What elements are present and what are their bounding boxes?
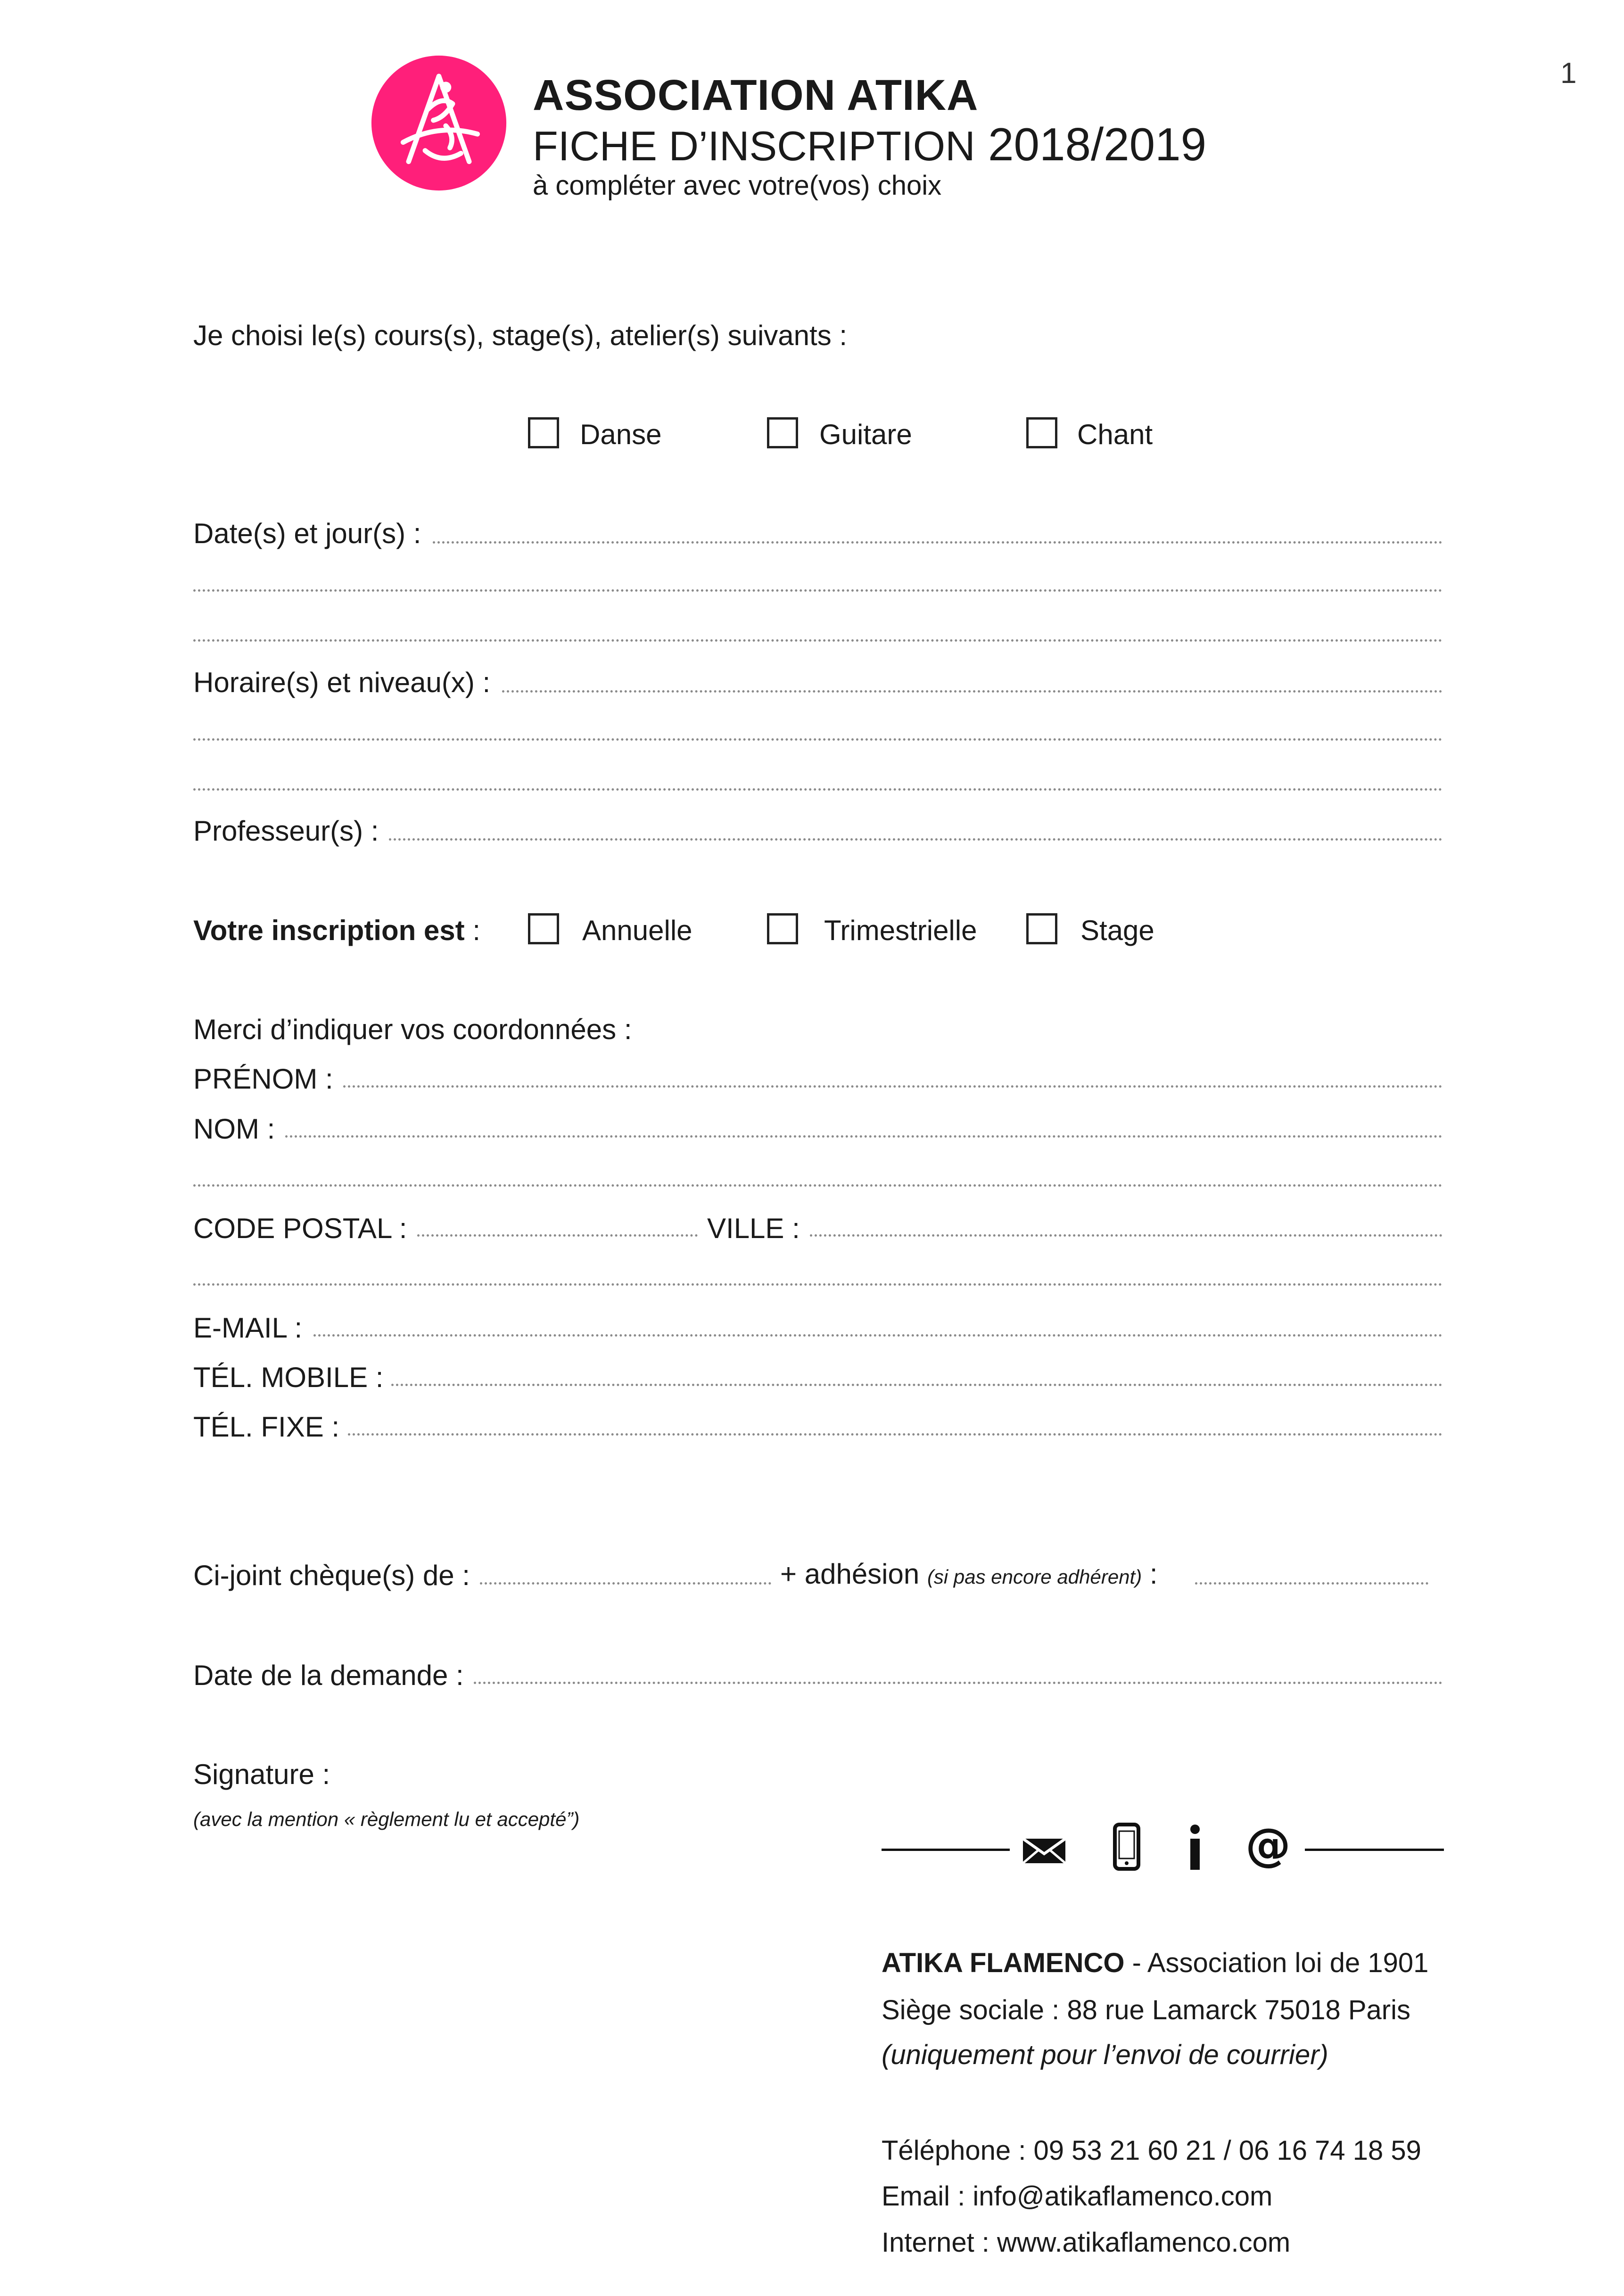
page-number: 1	[1560, 57, 1577, 90]
dates-label: Date(s) et jour(s) :	[193, 518, 421, 549]
tel-fixe-field-line[interactable]	[348, 1433, 1443, 1436]
cheque-label: Ci-joint chèque(s) de :	[193, 1560, 470, 1591]
horaires-label: Horaire(s) et niveau(x) :	[193, 667, 491, 698]
horaires-field-line-3[interactable]	[193, 788, 1443, 791]
nom-field-line[interactable]	[285, 1135, 1443, 1138]
email-field-line[interactable]	[313, 1334, 1443, 1337]
horaires-field-line[interactable]	[502, 690, 1443, 693]
option-guitare-label: Guitare	[819, 419, 912, 450]
cheque-amount-field-line[interactable]	[480, 1582, 771, 1585]
date-demande-label: Date de la demande :	[193, 1660, 464, 1691]
professeurs-label: Professeur(s) :	[193, 815, 379, 847]
prenom-label: PRÉNOM :	[193, 1063, 333, 1095]
inscription-label	[193, 917, 480, 945]
extra-address-field-line[interactable]	[193, 1283, 1443, 1286]
email-label: E-MAIL :	[193, 1312, 303, 1344]
coordonnees-intro: Merci d’indiquer vos coordonnées :	[193, 1014, 632, 1045]
footer-org	[882, 1947, 1428, 1979]
adhesion-note: (si pas encore adhérent)	[927, 1566, 1142, 1588]
info-icon	[1171, 1821, 1219, 1873]
footer-siege: Siège sociale : 88 rue Lamarck 75018 Paris	[882, 1995, 1410, 2025]
checkbox-danse[interactable]	[528, 417, 559, 448]
form-year: 2018/2019	[988, 118, 1207, 170]
tel-mobile-label: TÉL. MOBILE :	[193, 1362, 384, 1393]
option-stage-label: Stage	[1080, 915, 1154, 946]
ville-field-line[interactable]	[810, 1234, 1443, 1237]
dates-field-line-2[interactable]	[193, 589, 1443, 592]
adhesion-text: + adhésion	[780, 1558, 920, 1590]
footer-email[interactable]: Email : info@atikaflamenco.com	[882, 2181, 1273, 2212]
ville-label: VILLE :	[707, 1213, 800, 1244]
tel-mobile-field-line[interactable]	[391, 1384, 1443, 1386]
option-danse-label: Danse	[580, 419, 662, 450]
adhesion-amount-field-line[interactable]	[1195, 1582, 1428, 1585]
checkbox-guitare[interactable]	[767, 417, 798, 448]
footer-org-name: ATIKA FLAMENCO	[882, 1948, 1125, 1978]
address-field-line[interactable]	[193, 1184, 1443, 1187]
footer-internet[interactable]: Internet : www.atikaflamenco.com	[882, 2227, 1291, 2258]
tel-fixe-label: TÉL. FIXE :	[193, 1411, 340, 1443]
choices-intro: Je choisi le(s) cours(s), stage(s), atelier(s) suivants :	[193, 320, 848, 351]
dates-field-line-3[interactable]	[193, 639, 1443, 642]
adhesion-suffix: :	[1142, 1558, 1158, 1590]
option-chant-label: Chant	[1077, 419, 1153, 450]
professeurs-field-line[interactable]	[389, 838, 1443, 841]
code-postal-label: CODE POSTAL :	[193, 1213, 407, 1244]
inscription-label-bold: Votre inscription est	[193, 915, 465, 946]
code-postal-field-line[interactable]	[417, 1234, 698, 1237]
checkbox-chant[interactable]	[1026, 417, 1057, 448]
form-title	[533, 118, 1206, 171]
contact-divider-left	[882, 1849, 1010, 1851]
footer-telephone: Téléphone : 09 53 21 60 21 / 06 16 74 18 59	[882, 2135, 1421, 2166]
inscription-label-suffix: :	[464, 915, 480, 946]
nom-label: NOM :	[193, 1113, 275, 1145]
option-annuelle-label: Annuelle	[582, 915, 692, 946]
at-icon	[1245, 1821, 1292, 1873]
dates-field-line[interactable]	[433, 541, 1443, 544]
adhesion-label	[780, 1560, 1158, 1588]
org-name: ASSOCIATION ATIKA	[533, 71, 979, 119]
form-subtitle: à compléter avec votre(vos) choix	[533, 170, 942, 201]
phone-icon	[1103, 1821, 1150, 1873]
checkbox-annuelle[interactable]	[528, 913, 559, 944]
atika-logo	[370, 54, 508, 192]
svg-text:@: @	[1245, 1821, 1291, 1871]
horaires-field-line-2[interactable]	[193, 738, 1443, 741]
footer-siege-note: (uniquement pour l’envoi de courrier)	[882, 2040, 1328, 2070]
signature-label: Signature :	[193, 1759, 330, 1790]
form-title-text: FICHE D’INSCRIPTION	[533, 123, 975, 169]
date-demande-field-line[interactable]	[474, 1682, 1443, 1684]
option-trimestrielle-label: Trimestrielle	[824, 915, 977, 946]
checkbox-stage[interactable]	[1026, 913, 1057, 944]
checkbox-trimestrielle[interactable]	[767, 913, 798, 944]
mail-icon	[1021, 1824, 1068, 1875]
footer-org-rest: - Association loi de 1901	[1124, 1948, 1429, 1978]
signature-note: (avec la mention « règlement lu et accepté”)	[193, 1808, 580, 1830]
prenom-field-line[interactable]	[343, 1085, 1443, 1088]
contact-divider-right	[1305, 1849, 1444, 1851]
